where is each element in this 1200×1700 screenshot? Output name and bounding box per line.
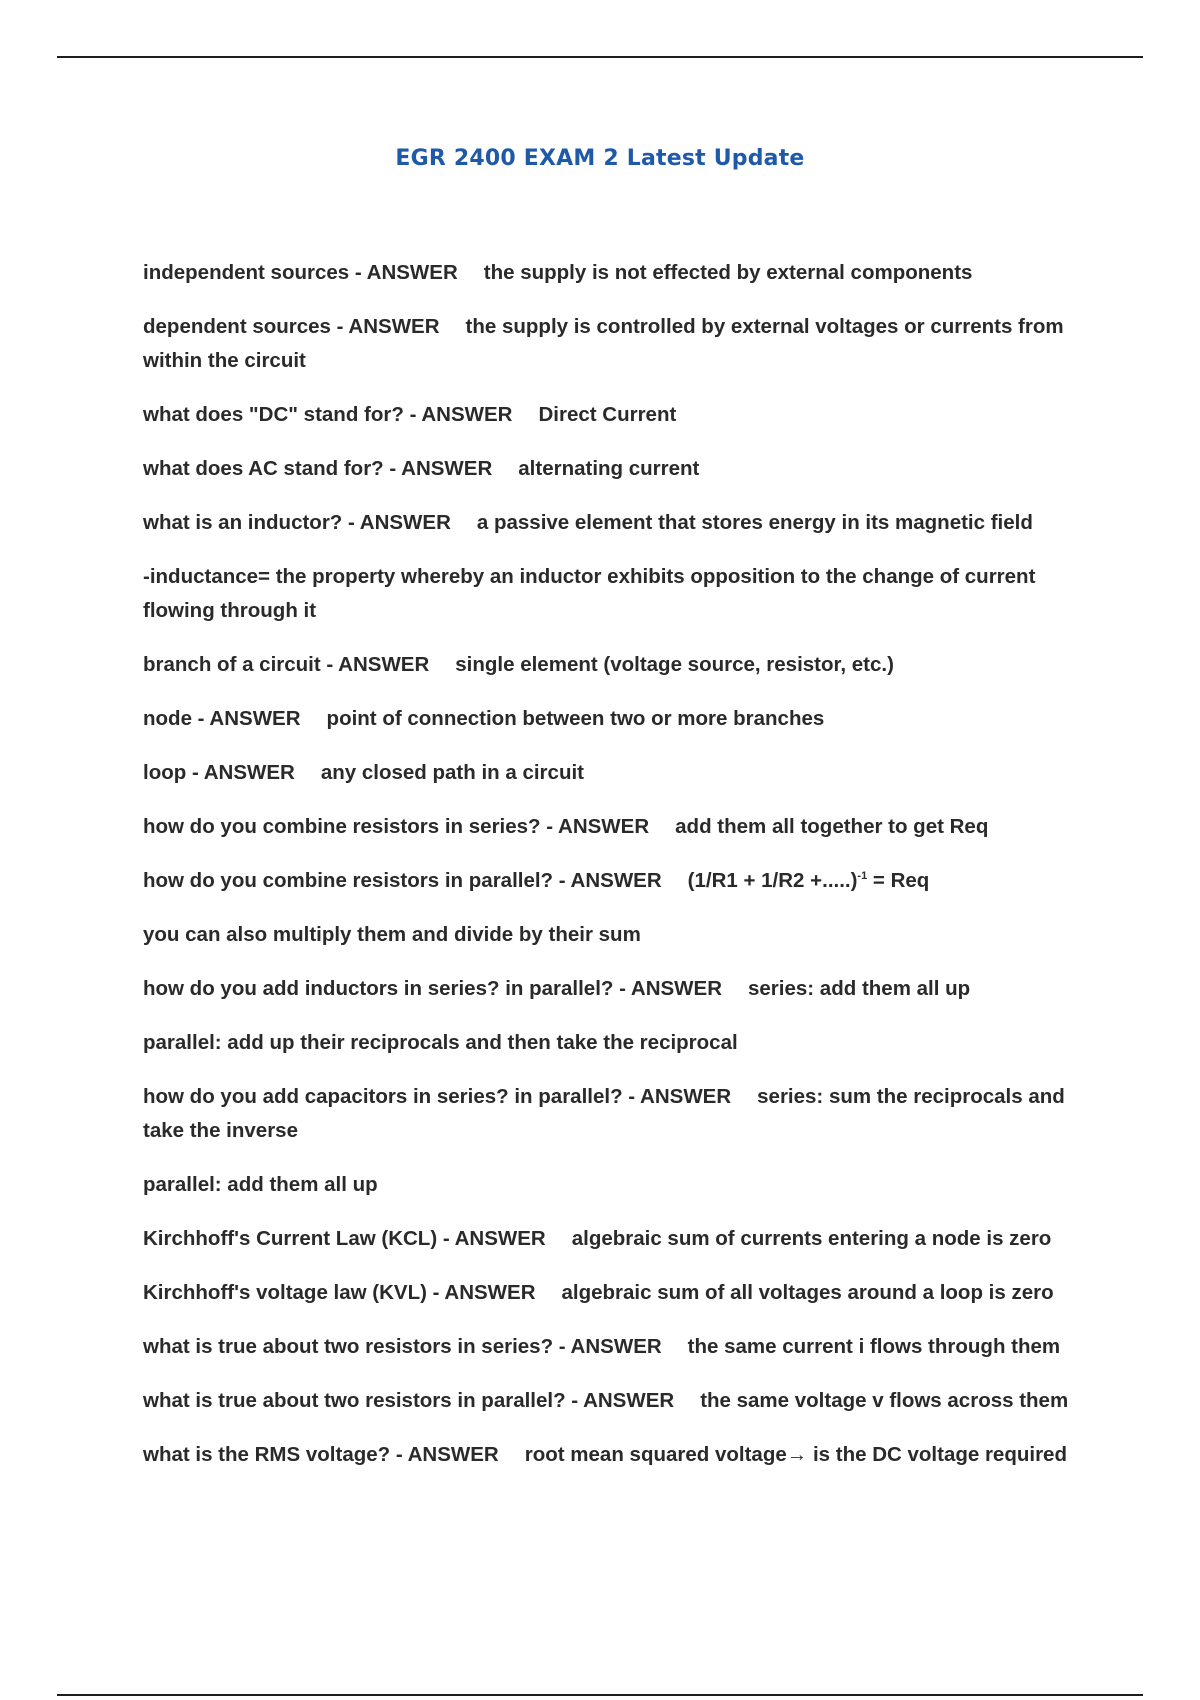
bottom-divider	[57, 1694, 1143, 1696]
question: how do you add capacitors in series? in parallel? - ANSWER	[143, 1085, 732, 1108]
qa-item	[143, 648, 1093, 682]
qa-item	[143, 1080, 1093, 1148]
answer: the supply is controlled by external voltages or currents from within the circuit	[143, 315, 1064, 372]
document-body	[143, 256, 1093, 1492]
question: what is true about two resistors in parallel? - ANSWER	[143, 1389, 675, 1412]
continuation-text: -inductance= the property whereby an inductor exhibits opposition to the change of current flowing through it	[143, 565, 1036, 622]
question: how do you combine resistors in series? - ANSWER	[143, 815, 650, 838]
qa-item	[143, 1384, 1093, 1418]
question: node - ANSWER	[143, 707, 301, 730]
answer: point of connection between two or more branches	[326, 707, 825, 730]
document-title: EGR 2400 EXAM 2 Latest Update	[395, 146, 805, 171]
question: loop - ANSWER	[143, 761, 295, 784]
qa-item	[143, 452, 1093, 486]
question: Kirchhoff's Current Law (KCL) - ANSWER	[143, 1227, 546, 1250]
top-divider	[57, 56, 1143, 58]
qa-item	[143, 506, 1093, 540]
qa-item	[143, 864, 1093, 898]
qa-item	[143, 810, 1093, 844]
qa-item	[143, 1276, 1093, 1310]
question: dependent sources - ANSWER	[143, 315, 440, 338]
qa-item	[143, 1330, 1093, 1364]
answer: alternating current	[518, 457, 700, 480]
question: what does AC stand for? - ANSWER	[143, 457, 493, 480]
continuation-text: parallel: add up their reciprocals and then take the reciprocal	[143, 1031, 738, 1054]
formula-exponent: -1	[857, 870, 868, 883]
qa-item	[143, 1438, 1093, 1472]
question: what is an inductor? - ANSWER	[143, 511, 451, 534]
qa-item	[143, 702, 1093, 736]
answer: algebraic sum of currents entering a node is zero	[571, 1227, 1052, 1250]
answer: series: sum the reciprocals and take the inverse	[143, 1085, 1065, 1142]
formula-base: (1/R1 + 1/R2 +.....)	[687, 869, 858, 892]
answer: the supply is not effected by external components	[483, 261, 973, 284]
answer: series: add them all up	[748, 977, 971, 1000]
qa-item	[143, 1222, 1093, 1256]
qa-item	[143, 972, 1093, 1006]
answer: any closed path in a circuit	[320, 761, 584, 784]
formula-result: = Req	[867, 869, 930, 892]
qa-item	[143, 310, 1093, 378]
qa-item	[143, 756, 1093, 790]
answer: the same current i flows through them	[687, 1335, 1061, 1358]
answer: a passive element that stores energy in its magnetic field	[476, 511, 1033, 534]
answer: the same voltage v flows across them	[700, 1389, 1069, 1412]
question: what does "DC" stand for? - ANSWER	[143, 403, 513, 426]
answer: single element (voltage source, resistor, etc.)	[455, 653, 894, 676]
answer: Direct Current	[538, 403, 677, 426]
continuation-text: parallel: add them all up	[143, 1173, 378, 1196]
answer: add them all together to get Req	[675, 815, 989, 838]
question: Kirchhoff's voltage law (KVL) - ANSWER	[143, 1281, 536, 1304]
question: what is true about two resistors in series? - ANSWER	[143, 1335, 662, 1358]
question: what is the RMS voltage? - ANSWER	[143, 1443, 499, 1466]
question: branch of a circuit - ANSWER	[143, 653, 430, 676]
answer: root mean squared voltage→ is the DC voltage required	[524, 1443, 1067, 1466]
question: how do you combine resistors in parallel? - ANSWER	[143, 869, 662, 892]
question: how do you add inductors in series? in parallel? - ANSWER	[143, 977, 722, 1000]
question: independent sources - ANSWER	[143, 261, 458, 284]
continuation-text: you can also multiply them and divide by their sum	[143, 923, 641, 946]
answer: algebraic sum of all voltages around a loop is zero	[561, 1281, 1054, 1304]
answer-formula	[688, 869, 930, 892]
qa-item	[143, 398, 1093, 432]
qa-item	[143, 256, 1093, 290]
